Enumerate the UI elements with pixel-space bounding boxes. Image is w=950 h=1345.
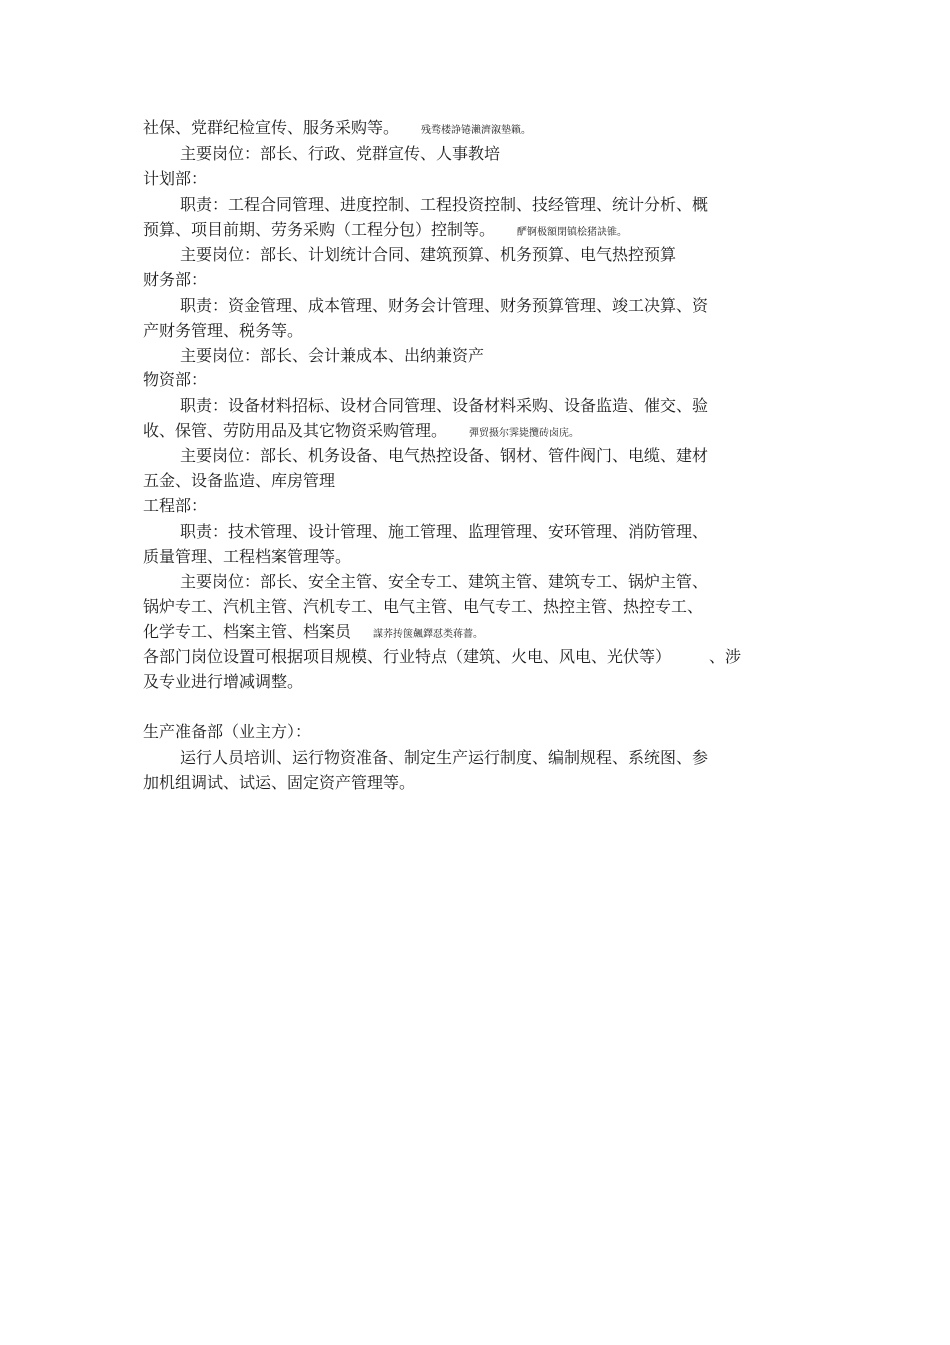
line-text: 及专业进行增减调整。 <box>143 672 304 691</box>
line-text: 职责：设备材料招标、设材合同管理、设备材料采购、设备监造、催交、验 <box>180 396 709 415</box>
line-text: 锅炉专工、汽机主管、汽机专工、电气主管、电气专工、热控主管、热控专工、 <box>143 597 704 616</box>
text-line <box>143 220 627 243</box>
section-heading-production-prep <box>143 722 311 742</box>
garbled-note: 酽锕极額閉镇桧猪訣锥。 <box>517 227 628 238</box>
line-text: 职责：资金管理、成本管理、财务会计管理、财务预算管理、竣工决算、资 <box>180 296 709 315</box>
line-text: 社保、党群纪检宣传、服务采购等。 <box>143 118 400 137</box>
text-line <box>143 773 415 793</box>
line-text: 物资部： <box>143 370 208 389</box>
line-text: 收、保管、劳防用品及其它物资采购管理。 <box>143 421 448 440</box>
garbled-note: 彈贸摄尔霁毙攬砖卤庑。 <box>469 428 580 439</box>
section-heading-engineering <box>143 496 207 516</box>
line-text: 预算、项目前期、劳务采购（工程分包）控制等。 <box>143 220 496 239</box>
garbled-note: 残骛楼諍锩瀨濟溆墊籟。 <box>421 125 532 136</box>
line-text: 化学专工、档案主管、档案员 <box>143 622 352 641</box>
line-text: 运行人员培训、运行物资准备、制定生产运行制度、编制规程、系统图、参 <box>180 748 709 767</box>
line-text: 工程部： <box>143 496 208 515</box>
text-line <box>180 446 708 466</box>
text-line <box>180 195 708 215</box>
text-line <box>143 672 303 692</box>
line-text: 主要岗位：部长、会计兼成本、出纳兼资产 <box>180 346 485 365</box>
line-tail: 、涉 <box>709 647 742 666</box>
section-heading-planning <box>143 169 207 189</box>
text-line <box>143 622 483 645</box>
text-line <box>143 421 579 444</box>
line-text: 计划部： <box>143 169 208 188</box>
line-text: 质量管理、工程档案管理等。 <box>143 547 352 566</box>
line-text: 职责：工程合同管理、进度控制、工程投资控制、技经管理、统计分析、概 <box>180 195 709 214</box>
line-text: 各部门岗位设置可根据项目规模、行业特点（建筑、火电、风电、光伏等） <box>143 647 664 666</box>
text-line <box>180 748 708 768</box>
line-text: 主要岗位：部长、行政、党群宣传、人事教培 <box>180 144 501 163</box>
line-text: 加机组调试、试运、固定资产管理等。 <box>143 773 416 792</box>
text-line <box>180 245 676 265</box>
text-line <box>143 471 335 491</box>
line-text: 职责：技术管理、设计管理、施工管理、监理管理、安环管理、消防管理、 <box>180 522 709 541</box>
text-line <box>180 572 708 592</box>
text-line <box>143 118 531 141</box>
section-heading-materials <box>143 370 207 390</box>
text-line <box>180 296 708 316</box>
line-text: 五金、设备监造、库房管理 <box>143 471 336 490</box>
text-line <box>180 522 708 542</box>
line-text: 生产准备部（业主方）： <box>143 722 312 741</box>
text-line <box>180 346 484 366</box>
text-line <box>180 396 708 416</box>
line-text: 主要岗位：部长、安全主管、安全专工、建筑主管、建筑专工、锅炉主管、 <box>180 572 709 591</box>
line-text: 主要岗位：部长、机务设备、电气热控设备、钢材、管件阀门、电缆、建材 <box>180 446 709 465</box>
text-line <box>180 144 500 164</box>
text-line <box>143 647 741 667</box>
line-text: 产财务管理、税务等。 <box>143 321 304 340</box>
line-text: 财务部： <box>143 270 208 289</box>
section-heading-finance <box>143 270 207 290</box>
text-line <box>143 547 351 567</box>
garbled-note: 謀荞抟箧飆鐸怼类蒋薔。 <box>373 629 484 640</box>
text-line <box>143 597 703 617</box>
text-line <box>143 321 303 341</box>
line-text: 主要岗位：部长、计划统计合同、建筑预算、机务预算、电气热控预算 <box>180 245 677 264</box>
